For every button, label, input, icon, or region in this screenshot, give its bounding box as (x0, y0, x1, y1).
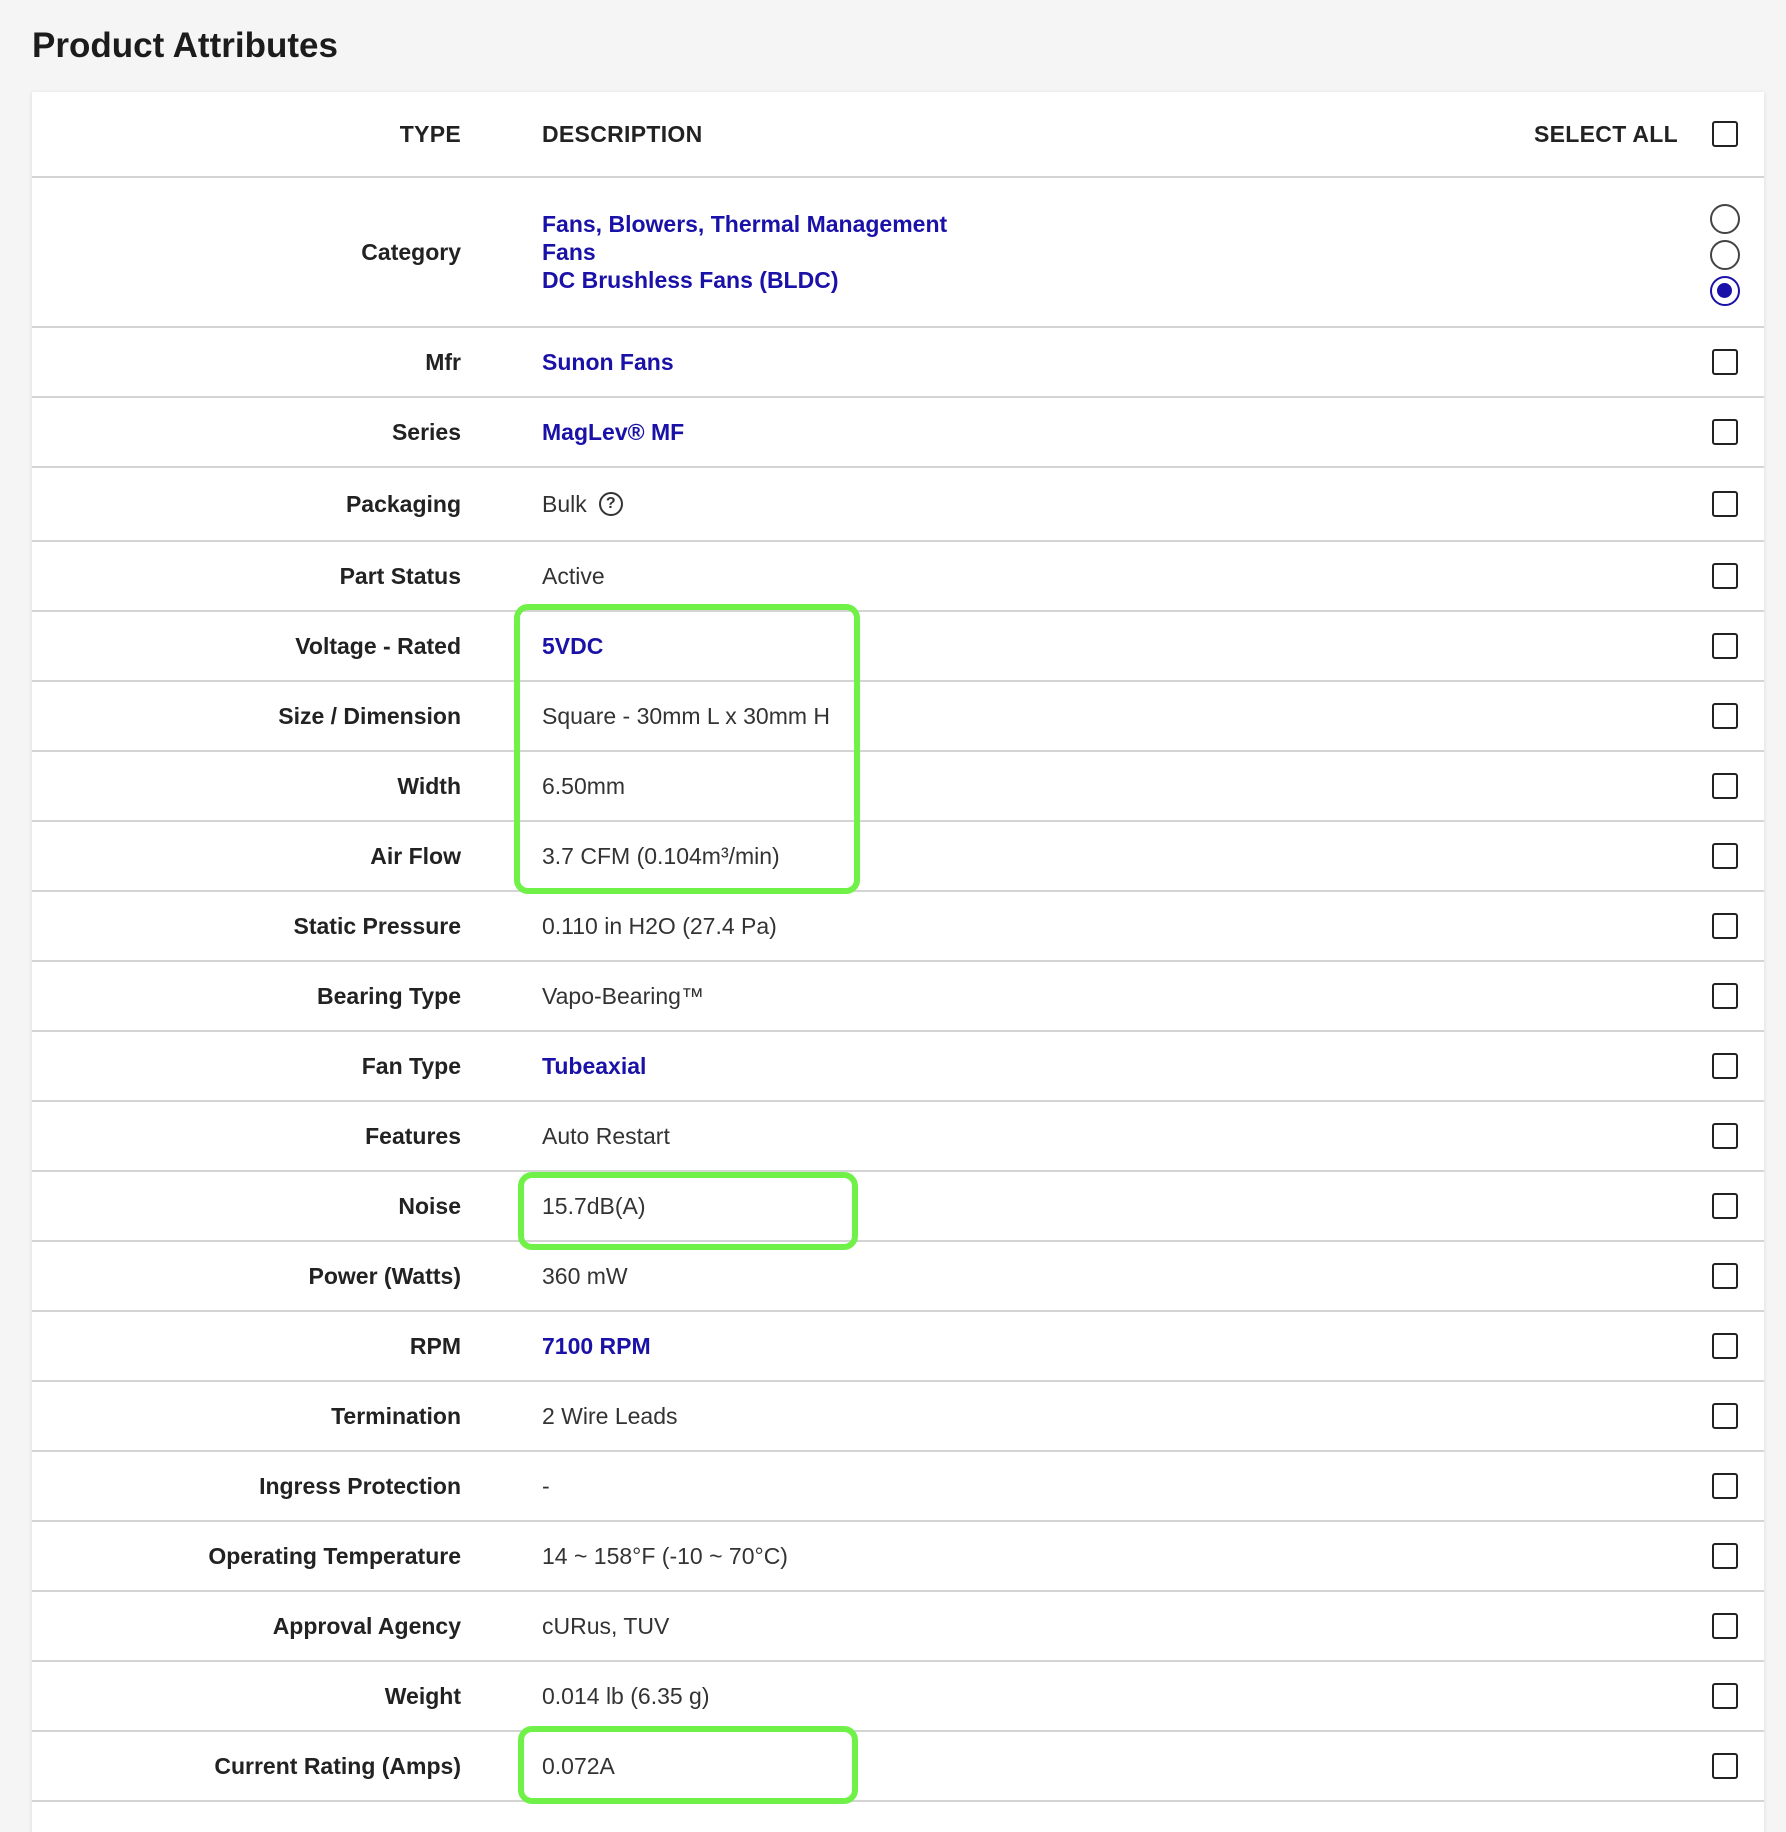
type-label: RPM (409, 1332, 461, 1359)
description-link[interactable]: MagLev® MF (542, 419, 685, 445)
category-values (542, 178, 947, 326)
type-label: Static Pressure (293, 912, 461, 939)
description-value (542, 1242, 628, 1310)
description-column-header: DESCRIPTION (542, 120, 703, 147)
row-checkbox[interactable] (1712, 1123, 1738, 1149)
description-text: Auto Restart (542, 1123, 670, 1149)
row-checkbox[interactable] (1712, 1263, 1738, 1289)
row-checkbox[interactable] (1712, 1543, 1738, 1569)
table-row (32, 1032, 1764, 1102)
type-label: Termination (331, 1402, 461, 1429)
row-checkbox[interactable] (1712, 563, 1738, 589)
table-row (32, 822, 1764, 892)
description-value (542, 542, 605, 610)
table-row (32, 398, 1764, 468)
category-link-1[interactable]: Fans (542, 239, 596, 265)
table-row (32, 542, 1764, 612)
row-checkbox[interactable] (1712, 1473, 1738, 1499)
row-checkbox[interactable] (1712, 703, 1738, 729)
description-value (542, 328, 674, 396)
table-header (32, 92, 1764, 178)
type-column-header: TYPE (399, 120, 461, 147)
row-checkbox[interactable] (1712, 1403, 1738, 1429)
description-text: 3.7 CFM (0.104m³/min) (542, 843, 780, 869)
description-link[interactable]: 5VDC (542, 633, 604, 659)
row-checkbox[interactable] (1712, 1753, 1738, 1779)
type-label: Weight (384, 1682, 461, 1709)
category-radio-1[interactable] (1710, 240, 1740, 270)
row-checkbox[interactable] (1712, 491, 1738, 517)
type-label: Width (397, 772, 461, 799)
description-text: Vapo-Bearing™ (542, 983, 704, 1009)
description-text: 0.110 in H2O (27.4 Pa) (542, 913, 777, 939)
description-text: cURus, TUV (542, 1613, 670, 1639)
table-row (32, 892, 1764, 962)
description-value (542, 1522, 788, 1590)
row-checkbox[interactable] (1712, 1053, 1738, 1079)
type-label: Features (365, 1122, 461, 1149)
description-value (542, 1382, 678, 1450)
type-label: Bearing Type (317, 982, 461, 1009)
row-checkbox[interactable] (1712, 1683, 1738, 1709)
table-row (32, 1662, 1764, 1732)
description-text: 15.7dB(A) (542, 1193, 646, 1219)
description-text: 6.50mm (542, 773, 626, 799)
description-value (542, 962, 704, 1030)
type-label: Operating Temperature (208, 1542, 461, 1569)
row-checkbox[interactable] (1712, 419, 1738, 445)
description-value (542, 822, 780, 890)
category-radio-2[interactable] (1710, 276, 1740, 306)
description-value (542, 1732, 615, 1800)
row-checkbox[interactable] (1712, 983, 1738, 1009)
table-row (32, 1242, 1764, 1312)
description-text: Active (542, 563, 605, 589)
table-row (32, 962, 1764, 1032)
row-checkbox[interactable] (1712, 913, 1738, 939)
table-row (32, 1592, 1764, 1662)
description-value (542, 612, 603, 680)
type-label: Voltage - Rated (295, 632, 461, 659)
type-label: Approval Agency (272, 1612, 461, 1639)
description-value (542, 1592, 669, 1660)
description-value (542, 468, 623, 540)
type-label: Air Flow (370, 842, 461, 869)
table-row (32, 1732, 1764, 1802)
description-text: Square - 30mm L x 30mm H (542, 703, 831, 729)
description-value (542, 1102, 670, 1170)
table-row (32, 1522, 1764, 1592)
product-attributes-table (32, 92, 1764, 1832)
description-text: 2 Wire Leads (542, 1403, 678, 1429)
description-value (542, 1312, 651, 1380)
row-checkbox[interactable] (1712, 633, 1738, 659)
select-all-label: SELECT ALL (1534, 120, 1678, 147)
description-value (542, 1172, 646, 1240)
table-row (32, 1382, 1764, 1452)
table-row (32, 1102, 1764, 1172)
description-value (542, 1452, 550, 1520)
description-value (542, 752, 625, 820)
table-row (32, 682, 1764, 752)
select-all-checkbox[interactable] (1712, 121, 1738, 147)
help-icon[interactable]: ? (599, 492, 623, 516)
row-checkbox[interactable] (1712, 1193, 1738, 1219)
type-label: Packaging (345, 490, 461, 517)
table-row-category (32, 178, 1764, 328)
description-text: 360 mW (542, 1263, 628, 1289)
row-checkbox[interactable] (1712, 349, 1738, 375)
description-text: - (542, 1473, 550, 1499)
type-label: Category (361, 238, 461, 265)
type-label: Ingress Protection (259, 1472, 461, 1499)
description-value (542, 1032, 646, 1100)
category-link-2[interactable]: DC Brushless Fans (BLDC) (542, 267, 839, 293)
type-label: Mfr (425, 348, 461, 375)
description-value (542, 398, 684, 466)
page-title: Product Attributes (32, 26, 338, 65)
type-label: Current Rating (Amps) (214, 1752, 461, 1779)
table-row (32, 1172, 1764, 1242)
category-link-0[interactable]: Fans, Blowers, Thermal Management (542, 211, 948, 237)
description-link[interactable]: Sunon Fans (542, 349, 674, 375)
type-label: Noise (398, 1192, 461, 1219)
category-radio-0[interactable] (1710, 204, 1740, 234)
description-link[interactable]: 7100 RPM (542, 1333, 651, 1359)
table-row (32, 468, 1764, 542)
description-text: 0.072A (542, 1753, 615, 1779)
type-label: Size / Dimension (278, 702, 461, 729)
type-label: Part Status (339, 562, 461, 589)
description-value (542, 682, 830, 750)
table-row (32, 1452, 1764, 1522)
description-link[interactable]: Tubeaxial (542, 1053, 647, 1079)
description-text: 14 ~ 158°F (-10 ~ 70°C) (542, 1543, 788, 1569)
description-text: 0.014 lb (6.35 g) (542, 1683, 710, 1709)
row-checkbox[interactable] (1712, 1613, 1738, 1639)
table-row (32, 328, 1764, 398)
row-checkbox[interactable] (1712, 1333, 1738, 1359)
table-row (32, 612, 1764, 682)
table-row (32, 1312, 1764, 1382)
description-value (542, 1662, 710, 1730)
description-text: Bulk (542, 491, 587, 517)
row-checkbox[interactable] (1712, 773, 1738, 799)
row-checkbox[interactable] (1712, 843, 1738, 869)
table-row (32, 752, 1764, 822)
description-value (542, 892, 777, 960)
type-label: Series (391, 418, 461, 445)
type-label: Fan Type (361, 1052, 461, 1079)
type-label: Power (Watts) (308, 1262, 461, 1289)
